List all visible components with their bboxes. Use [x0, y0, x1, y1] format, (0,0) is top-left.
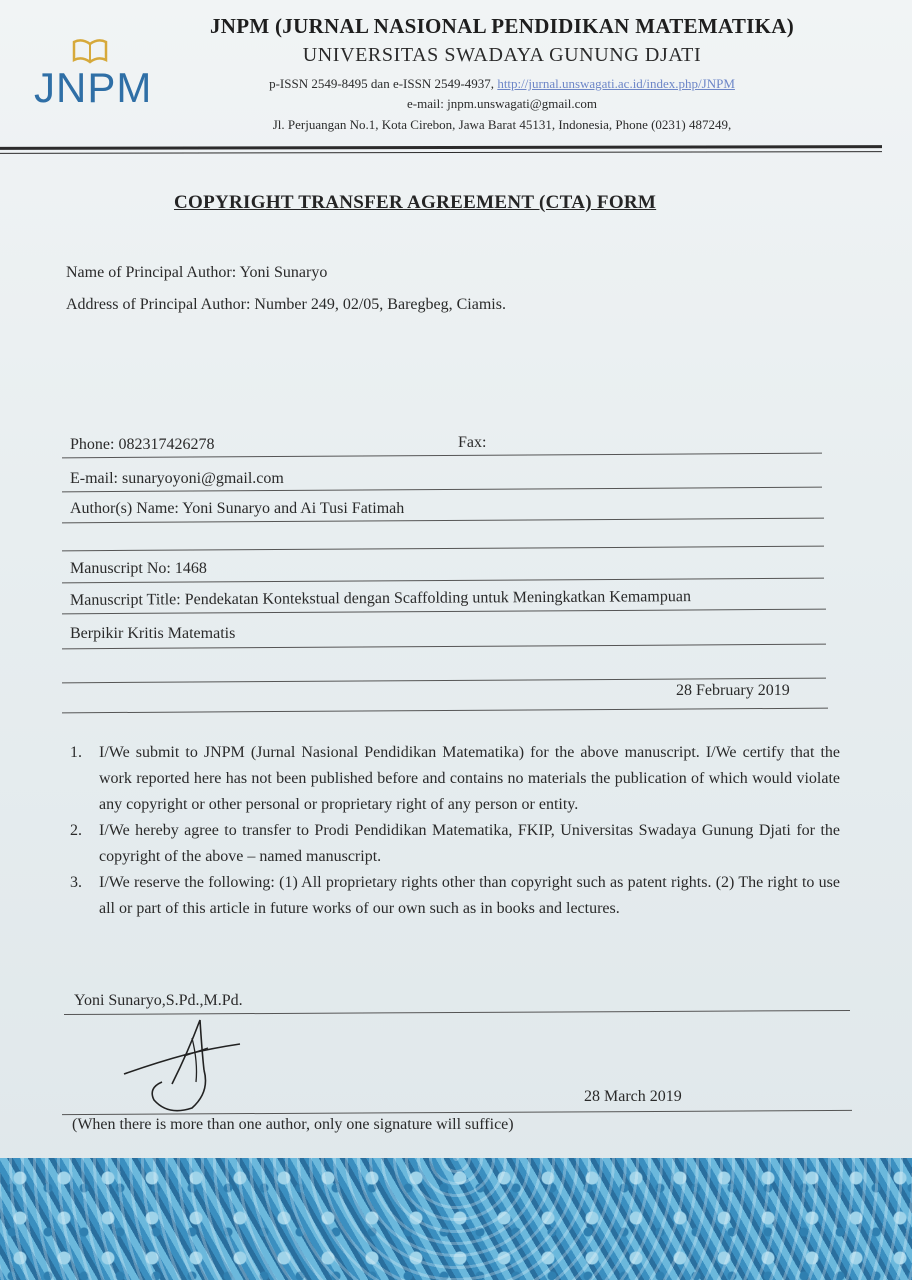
- term-item: [70, 818, 840, 870]
- handwritten-signature: [118, 1012, 248, 1116]
- term-item: [70, 870, 840, 922]
- signature-note: (When there is more than one author, only one signature will suffice): [72, 1116, 514, 1133]
- term-item: [70, 740, 840, 818]
- principal-address: Address of Principal Author: Number 249, 02/05, Baregbeg, Ciamis.: [66, 296, 506, 313]
- batik-footer-pattern: [0, 1158, 912, 1280]
- fax-field: Fax:: [458, 434, 487, 451]
- submission-date: 28 February 2019: [676, 682, 790, 699]
- email-field: E-mail: sunaryoyoni@gmail.com: [70, 470, 284, 487]
- issn-text: p-ISSN 2549-8495 dan e-ISSN 2549-4937,: [269, 76, 495, 91]
- terms-list: [70, 740, 840, 922]
- signature-date: 28 March 2019: [584, 1088, 682, 1105]
- manuscript-title-line2: Berpikir Kritis Matematis: [70, 625, 236, 642]
- header-rule-thick: [0, 145, 882, 150]
- term-text: I/We hereby agree to transfer to Prodi Pendidikan Matematika, FKIP, Universitas Swadaya Gunung Djati for the copyright of the above – named manuscript.: [99, 822, 840, 865]
- blank-underline-1: [62, 546, 824, 552]
- term-number: 1.: [70, 744, 82, 761]
- email-line: e-mail: jnpm.unswagati@gmail.com: [407, 96, 597, 111]
- manuscript-title-line1: Manuscript Title: Pendekatan Kontekstual dengan Scaffolding untuk Meningkatkan Kemampuan: [69, 588, 691, 609]
- authors-field: Author(s) Name: Yoni Sunaryo and Ai Tusi Fatimah: [70, 500, 405, 517]
- form-title: COPYRIGHT TRANSFER AGREEMENT (CTA) FORM: [174, 192, 657, 213]
- logo-text: JNPM: [34, 64, 153, 111]
- signer-name: Yoni Sunaryo,S.Pd.,M.Pd.: [74, 992, 243, 1009]
- authors-underline: [62, 518, 824, 524]
- journal-url-link[interactable]: http://jurnal.unswagati.ac.id/index.php/JNPM: [497, 76, 735, 91]
- header-rule-thin: [0, 151, 882, 154]
- university-name: UNIVERSITAS SWADAYA GUNUNG DJATI: [302, 44, 702, 66]
- manuscript-number-underline: [62, 578, 824, 584]
- address-line: Jl. Perjuangan No.1, Kota Cirebon, Jawa Barat 45131, Indonesia, Phone (0231) 487249,: [272, 117, 732, 132]
- principal-author: Name of Principal Author: Yoni Sunaryo: [66, 264, 328, 281]
- term-text: I/We submit to JNPM (Jurnal Nasional Pendidikan Matematika) for the above manuscript. I/We certify that the work reported here has not been published before and contains no materials the publication of which would violate any copyright or other personal or proprietary right of any person or entity.: [99, 744, 840, 813]
- term-number: 2.: [70, 822, 82, 839]
- title-line2-underline: [62, 644, 826, 650]
- manuscript-title-underline: [62, 609, 826, 615]
- term-number: 3.: [70, 874, 82, 891]
- term-text: I/We reserve the following: (1) All proprietary rights other than copyright such as patent rights. (2) The right to use all or part of this article in future works of our own such as in books and lectures.: [99, 874, 840, 917]
- journal-title: JNPM (JURNAL NASIONAL PENDIDIKAN MATEMATIKA): [209, 14, 795, 38]
- phone-field: Phone: 082317426278: [70, 436, 215, 453]
- manuscript-number: Manuscript No: 1468: [70, 560, 207, 577]
- date-underline: [62, 708, 828, 714]
- issn-line: [46, 76, 912, 92]
